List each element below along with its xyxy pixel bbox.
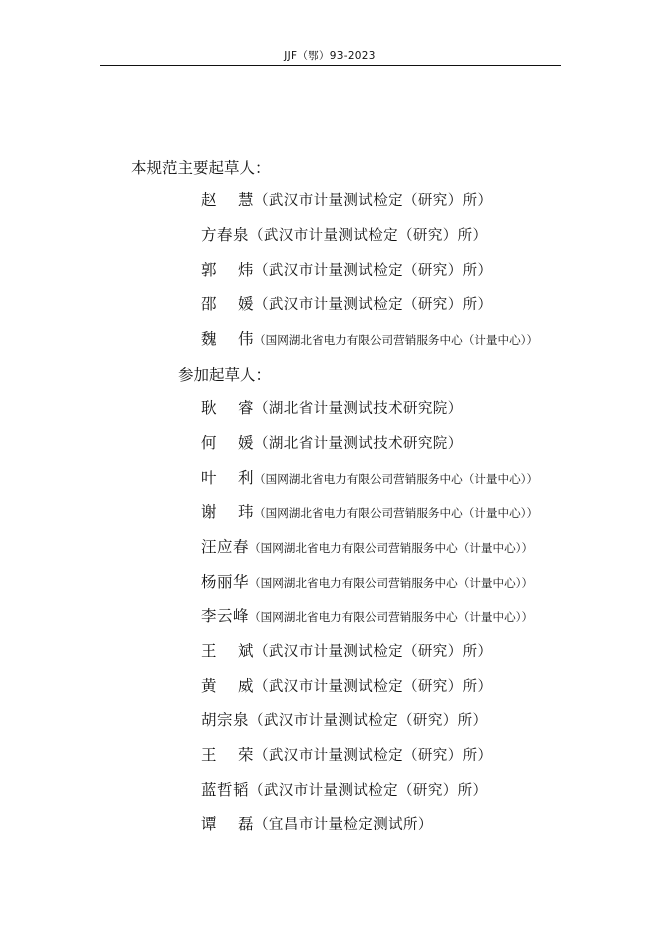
drafter-org: （宜昌市计量检定测试所） — [254, 817, 433, 833]
drafter-name: 叶 利 — [201, 469, 254, 487]
drafter-org: （武汉市计量测试检定（研究）所） — [254, 193, 493, 209]
drafter-entry — [201, 708, 487, 732]
drafter-name: 杨丽华 — [201, 573, 250, 591]
drafter-org: （武汉市计量测试检定（研究）所） — [254, 679, 493, 695]
drafter-org: （武汉市计量测试检定（研究）所） — [254, 748, 493, 764]
drafter-org: （国网湖北省电力有限公司营销服务中心（计量中心）） — [249, 541, 534, 555]
drafter-entry — [201, 639, 492, 663]
drafter-entry — [201, 188, 492, 212]
drafter-org: （国网湖北省电力有限公司营销服务中心（计量中心）） — [254, 472, 539, 486]
drafter-entry — [201, 812, 433, 836]
drafter-entry — [201, 327, 538, 351]
drafter-name: 方春泉 — [201, 226, 250, 244]
drafter-name: 黄 威 — [201, 677, 254, 695]
drafter-org: （国网湖北省电力有限公司营销服务中心（计量中心）） — [254, 506, 539, 520]
drafter-name: 蓝哲韬 — [201, 781, 250, 799]
drafter-org: （武汉市计量测试检定（研究）所） — [249, 713, 488, 729]
drafter-name: 王 斌 — [201, 642, 254, 660]
drafter-name: 郭 炜 — [201, 261, 254, 279]
drafter-name: 赵 慧 — [201, 191, 254, 209]
drafter-entry — [201, 674, 492, 698]
drafter-name: 李云峰 — [201, 607, 250, 625]
drafter-name: 胡宗泉 — [201, 711, 250, 729]
drafter-entry — [201, 604, 533, 628]
drafter-entry — [201, 431, 463, 455]
drafter-entry — [201, 466, 538, 490]
drafter-org: （武汉市计量测试检定（研究）所） — [254, 297, 493, 313]
participating-drafters-title: 参加起草人： — [178, 366, 272, 384]
drafter-org: （武汉市计量测试检定（研究）所） — [249, 228, 488, 244]
drafter-name: 何 媛 — [201, 434, 254, 452]
drafter-entry — [201, 535, 533, 559]
drafter-entry — [201, 292, 492, 316]
drafter-name: 汪应春 — [201, 538, 250, 556]
drafter-entry — [201, 778, 487, 802]
header-divider — [100, 65, 561, 66]
drafter-entry — [201, 743, 492, 767]
drafter-org: （国网湖北省电力有限公司营销服务中心（计量中心）） — [254, 333, 539, 347]
drafter-entry — [201, 396, 463, 420]
main-drafters-title: 本规范主要起草人： — [131, 159, 271, 177]
drafter-entry — [201, 570, 533, 594]
drafter-org: （武汉市计量测试检定（研究）所） — [254, 263, 493, 279]
drafter-name: 谭 磊 — [201, 815, 254, 833]
drafter-name: 邵 媛 — [201, 295, 254, 313]
drafter-entry — [201, 258, 492, 282]
drafter-name: 王 荣 — [201, 746, 254, 764]
drafter-name: 耿 睿 — [201, 399, 254, 417]
drafter-org: （国网湖北省电力有限公司营销服务中心（计量中心）） — [249, 576, 534, 590]
drafter-entry — [201, 500, 538, 524]
drafter-org: （武汉市计量测试检定（研究）所） — [249, 783, 488, 799]
drafter-org: （湖北省计量测试技术研究院） — [254, 436, 463, 452]
drafter-org: （武汉市计量测试检定（研究）所） — [254, 644, 493, 660]
drafter-entry — [201, 223, 487, 247]
drafter-name: 谢 玮 — [201, 503, 254, 521]
drafter-org: （湖北省计量测试技术研究院） — [254, 401, 463, 417]
drafter-org: （国网湖北省电力有限公司营销服务中心（计量中心）） — [249, 610, 534, 624]
page-header-code: JJF（鄂）93-2023 — [284, 50, 376, 62]
drafter-name: 魏 伟 — [201, 330, 254, 348]
